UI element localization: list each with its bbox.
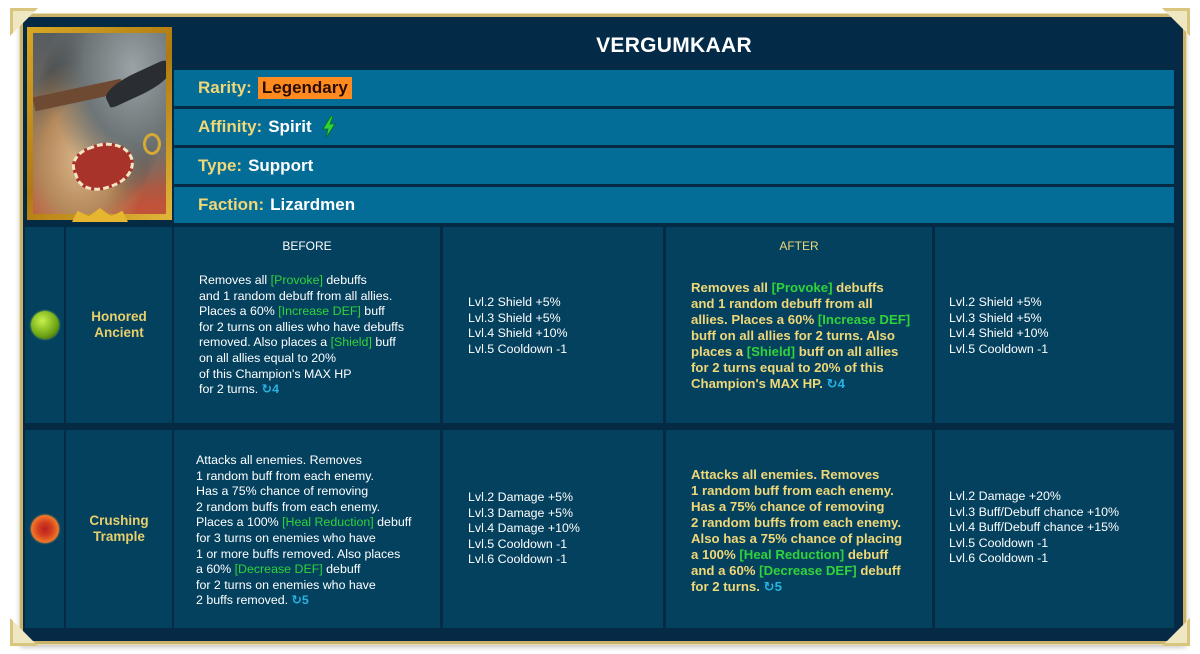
level-bonus: Lvl.5 Cooldown -1: [468, 536, 568, 551]
level-bonus: Lvl.5 Cooldown -1: [468, 341, 568, 356]
description-line: [199, 367, 430, 383]
description-line: [196, 531, 430, 547]
effect-tag: [Provoke]: [270, 273, 323, 287]
cooldown-icon: ↻: [291, 593, 302, 608]
honored-ancient-skill-icon: [31, 311, 59, 339]
description-text: Places a 60%: [199, 304, 279, 319]
description-text: for 2 turns on allies who have debuffs: [199, 319, 405, 334]
description-text: a 100%: [691, 547, 740, 562]
description-text: a 60%: [196, 562, 235, 577]
level-bonus: Lvl.3 Buff/Debuff chance +10%: [949, 504, 1120, 519]
description-line: [196, 547, 430, 563]
effect-tag: [Decrease DEF]: [234, 562, 323, 577]
level-bonus: Lvl.3 Damage +5%: [468, 505, 574, 520]
skill-name: Crushing: [89, 513, 149, 528]
skill-description: [199, 273, 430, 398]
after-levels-cell: [935, 227, 1174, 423]
description-text: and 1 random debuff from all allies.: [199, 288, 393, 303]
crushing-trample-skill-icon: [31, 515, 59, 543]
description-text: for 2 turns on enemies who have: [196, 577, 376, 592]
description-line: [691, 563, 922, 579]
description-text: for 3 turns on enemies who have: [196, 530, 376, 545]
cooldown-icon: ↻: [261, 382, 273, 397]
description-line: [196, 562, 430, 578]
level-bonus: Lvl.2 Shield +5%: [949, 295, 1042, 309]
level-bonus: Lvl.5 Cooldown -1: [949, 535, 1049, 550]
description-text: for 2 turns.: [691, 579, 764, 594]
description-line: [691, 467, 922, 483]
champion-name: VERGUMKAAR: [174, 24, 1174, 68]
description-line: [691, 312, 922, 328]
description-text: debuffs: [322, 273, 367, 287]
level-bonus: Lvl.4 Damage +10%: [468, 521, 580, 536]
skill-icon-cell: [25, 430, 64, 628]
description-line: [691, 328, 922, 344]
level-list: [468, 490, 580, 568]
type-value: Support: [248, 156, 314, 175]
description-text: 1 random buff from each enemy.: [691, 483, 894, 498]
description-text: buff on all allies: [795, 344, 899, 359]
level-list: [949, 489, 1119, 567]
champion-portrait: [27, 27, 172, 220]
description-line: [199, 273, 430, 289]
description-line: [199, 289, 430, 305]
description-text: for 2 turns equal to 20% of this: [691, 360, 884, 375]
description-text: 1 or more buffs removed. Also places: [196, 546, 401, 561]
level-bonus: Lvl.4 Buff/Debuff chance +15%: [949, 520, 1120, 535]
info-row-affinity: [174, 109, 1174, 145]
description-line: [196, 593, 430, 609]
description-text: 2 random buffs from each enemy.: [196, 499, 381, 514]
effect-tag: [Heal Reduction]: [282, 515, 374, 530]
description-text: allies. Places a 60%: [691, 312, 818, 327]
effect-tag: [Provoke]: [771, 280, 833, 295]
description-line: [199, 382, 430, 398]
description-text: Has a 75% chance of removing: [196, 484, 369, 499]
info-row-faction: [174, 187, 1174, 223]
description-line: [691, 344, 922, 360]
description-text: debuff: [844, 547, 889, 562]
skill-name-cell: [66, 227, 172, 423]
level-bonus: Lvl.3 Shield +5%: [949, 310, 1042, 325]
skill-description: [196, 453, 430, 609]
description-text: Removes all: [199, 273, 271, 287]
skill-name-cell: [66, 430, 172, 628]
cooldown-icon: ↻: [826, 376, 838, 391]
info-row-type: [174, 148, 1174, 184]
effect-tag: [Shield]: [746, 344, 796, 359]
description-line: [196, 500, 430, 516]
level-bonus: Lvl.3 Shield +5%: [468, 310, 561, 325]
description-line: [691, 376, 922, 392]
level-list: [949, 295, 1049, 357]
description-text: on all allies equal to 20%: [199, 350, 337, 365]
description-text: debuff: [373, 515, 412, 530]
description-line: [196, 515, 430, 531]
before-header: BEFORE: [282, 239, 332, 253]
description-line: [691, 280, 922, 296]
level-bonus: Lvl.6 Cooldown -1: [949, 551, 1049, 566]
level-list: [468, 295, 568, 357]
cooldown-icon: ↻: [763, 579, 775, 594]
description-line: [196, 578, 430, 594]
effect-tag: [Increase DEF]: [278, 304, 361, 319]
description-line: [691, 483, 922, 499]
description-line: [196, 453, 430, 469]
description-line: [691, 531, 922, 547]
description-line: [199, 304, 430, 320]
description-text: debuffs: [832, 280, 884, 295]
description-line: [199, 351, 430, 367]
skill-description: [691, 467, 922, 595]
description-text: Attacks all enemies. Removes: [691, 467, 880, 482]
description-line: [691, 579, 922, 595]
level-bonus: Lvl.2 Shield +5%: [468, 295, 561, 309]
description-line: [196, 484, 430, 500]
affinity-label: Affinity:: [198, 117, 263, 136]
skill-icon-cell: [25, 227, 64, 423]
description-text: removed. Also places a: [199, 335, 331, 350]
level-bonus: Lvl.2 Damage +20%: [949, 489, 1061, 503]
rarity-label: Rarity:: [198, 78, 252, 97]
after-levels-cell: [935, 430, 1174, 628]
skill-description: [691, 280, 922, 392]
description-text: Attacks all enemies. Removes: [196, 453, 362, 467]
skill-name: Honored: [91, 309, 147, 324]
lizardman-portrait-icon: [33, 33, 166, 214]
description-line: [691, 547, 922, 563]
description-text: debuff: [322, 562, 361, 577]
faction-value: Lizardmen: [270, 195, 356, 214]
description-text: and a 60%: [691, 563, 760, 578]
info-row-rarity: [174, 70, 1174, 106]
description-text: 2 buffs removed.: [196, 593, 292, 608]
description-text: 2 random buffs from each enemy.: [691, 515, 902, 530]
type-label: Type:: [198, 156, 243, 175]
lightning-bolt-icon: [322, 116, 336, 138]
skill-name: Trample: [93, 529, 145, 544]
description-text: Champion's MAX HP.: [691, 376, 827, 391]
cooldown-value: 4: [272, 382, 279, 397]
description-text: buff: [360, 304, 385, 319]
after-header: AFTER: [779, 239, 819, 253]
affinity-value: Spirit: [268, 117, 312, 136]
description-text: debuff: [856, 563, 901, 578]
description-line: [199, 335, 430, 351]
before-levels-cell: [443, 430, 663, 628]
level-bonus: Lvl.5 Cooldown -1: [949, 341, 1049, 356]
description-line: [196, 469, 430, 485]
description-text: and 1 random debuff from all: [691, 296, 873, 311]
before-description-cell: [174, 227, 440, 423]
skill-name: Ancient: [94, 325, 144, 340]
description-text: of this Champion's MAX HP: [199, 366, 352, 381]
rarity-badge: Legendary: [258, 77, 352, 99]
description-line: [691, 515, 922, 531]
effect-tag: [Shield]: [330, 335, 372, 350]
faction-label: Faction:: [198, 195, 265, 214]
effect-tag: [Heal Reduction]: [739, 547, 845, 562]
description-text: buff: [371, 335, 396, 350]
level-bonus: Lvl.4 Shield +10%: [468, 326, 568, 341]
before-levels-cell: [443, 227, 663, 423]
description-text: places a: [691, 344, 747, 359]
description-text: Removes all: [691, 280, 772, 295]
description-text: 1 random buff from each enemy.: [196, 468, 374, 483]
after-description-cell: [666, 430, 932, 628]
cooldown-value: 5: [774, 579, 782, 594]
description-line: [691, 499, 922, 515]
description-line: [199, 320, 430, 336]
description-text: buff on all allies for 2 turns. Also: [691, 328, 895, 343]
description-text: for 2 turns.: [199, 382, 262, 397]
description-line: [691, 360, 922, 376]
cooldown-value: 5: [301, 593, 309, 608]
effect-tag: [Increase DEF]: [817, 312, 911, 327]
description-text: Places a 100%: [196, 515, 283, 530]
before-description-cell: [174, 430, 440, 628]
description-text: Has a 75% chance of removing: [691, 499, 885, 514]
description-line: [691, 296, 922, 312]
effect-tag: [Decrease DEF]: [759, 563, 857, 578]
level-bonus: Lvl.4 Shield +10%: [949, 326, 1049, 341]
cooldown-value: 4: [837, 376, 845, 391]
description-text: Also has a 75% chance of placing: [691, 531, 903, 546]
level-bonus: Lvl.2 Damage +5%: [468, 490, 574, 504]
level-bonus: Lvl.6 Cooldown -1: [468, 552, 568, 567]
after-description-cell: [666, 227, 932, 423]
